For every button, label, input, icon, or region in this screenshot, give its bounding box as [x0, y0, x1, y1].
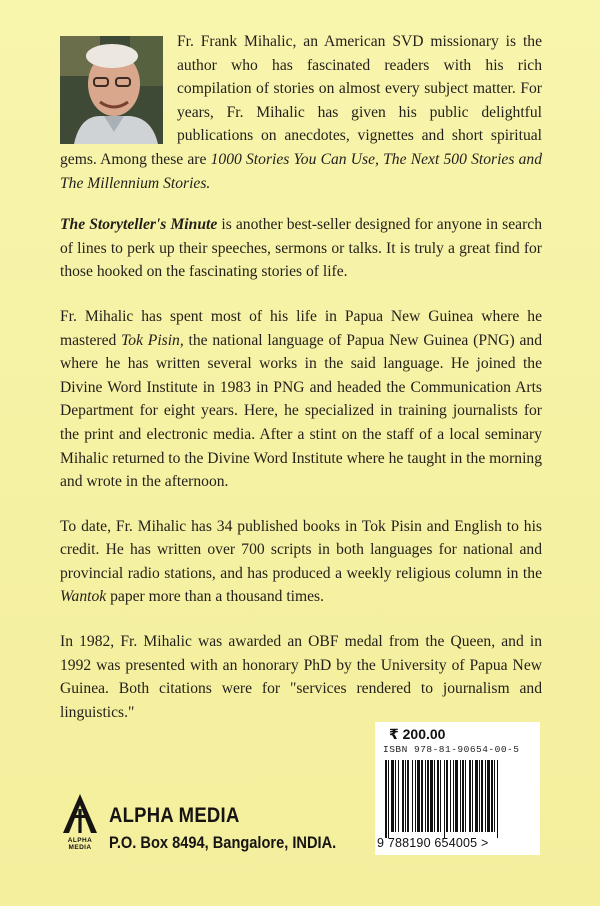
author-bio-paragraph: Fr. Frank Mihalic, an American SVD missionary is the author who has fascinated readers with his rich compilation of stories on almost every subject matter. For years, Fr. Mihalic has given his public delightful publications on anecdotes, vignettes and short spiritual gems. Among these are 1000 Stories You Can Use, The Next 500 Stories and The Millennium Stories.: [60, 33, 542, 192]
barcode-bar: [425, 760, 426, 832]
barcode-bar: [479, 760, 480, 832]
barcode-bar: [407, 760, 409, 832]
barcode-bar: [481, 760, 483, 832]
barcode-bar: [402, 760, 404, 832]
cover-text: [60, 30, 542, 745]
logo-caption: ALPHA MEDIA: [67, 837, 93, 851]
barcode-bar: [497, 760, 498, 838]
barcode-bar: [430, 760, 433, 832]
barcode-bar: [427, 760, 429, 832]
barcode-bar: [475, 760, 478, 832]
barcode-bar: [487, 760, 490, 832]
isbn-label: ISBN 978-81-90654-00-5: [383, 744, 520, 755]
barcode-bar: [440, 760, 441, 832]
barcode-bar: [415, 760, 416, 832]
barcode-bar: [395, 760, 396, 832]
awards-paragraph: In 1982, Fr. Mihalic was awarded an OBF medal from the Queen, and in 1992 was presented with an honorary PhD by the University of Papua New Guinea. Both citations were for "services rendered to journalism and linguistics.": [60, 633, 542, 721]
barcode-bar: [455, 760, 458, 832]
barcode-bar: [434, 760, 435, 832]
barcode-bar: [446, 760, 448, 832]
barcode-bar: [412, 760, 413, 832]
barcode-bar: [453, 760, 454, 832]
author-photo: [60, 36, 163, 144]
barcode-bar: [465, 760, 466, 832]
barcode-bar: [417, 760, 420, 832]
barcode-bar: [444, 760, 445, 838]
barcode-bar: [398, 760, 399, 832]
publisher-address: P.O. Box 8494, Bangalore, INDIA.: [109, 833, 337, 852]
barcode-digits: 9 788190 654005 >: [377, 836, 489, 850]
barcode-bar: [494, 760, 495, 832]
book-titles: 1000 Stories You Can Use, The Next 500 Stories and The Millennium Stories.: [60, 150, 542, 192]
barcode-bar: [450, 760, 451, 832]
barcode-bars: [379, 760, 536, 838]
barcode-bar: [421, 760, 423, 832]
barcode-bar: [491, 760, 493, 832]
barcode-bar: [460, 760, 461, 832]
storyteller-paragraph: The Storyteller's Minute is another best-seller designed for anyone in search of lines to perk up their speeches, sermons or talks. It is truly a great find for those hooked on the fascinating stories of life.: [60, 216, 542, 281]
barcode-bar: [405, 760, 406, 832]
publisher-name: ALPHA MEDIA: [109, 804, 240, 827]
barcode-bar: [469, 760, 471, 832]
barcode-bar: [485, 760, 486, 832]
barcode-bar: [391, 760, 394, 832]
barcode-bar: [437, 760, 439, 832]
barcode-bar: [472, 760, 473, 832]
price-label: ₹ 200.00: [389, 726, 446, 742]
barcode-bar: [385, 760, 387, 838]
png-paragraph: Fr. Mihalic has spent most of his life in Papua New Guinea where he mastered Tok Pisin, the national language of Papua New Guinea (PNG) and where he has written several works in the said language. He joined the Divine Word Institute in 1983 in PNG and headed the Communication Arts Department for eight years. Here, he specialized in training journalists for the print and electronic media. After a stint on the staff of a local seminary Mihalic returned to the Divine Word Institute where he taught in the morning and wrote in the afternoon.: [60, 307, 542, 491]
barcode-bar: [388, 760, 389, 838]
barcode-bar: [462, 760, 464, 832]
barcode-box: [375, 722, 540, 855]
book-title: The Storyteller's Minute: [60, 216, 218, 234]
alpha-media-logo-icon: [60, 793, 100, 837]
publications-paragraph: To date, Fr. Mihalic has 34 published books in Tok Pisin and English to his credit. He has written over 700 scripts in both languages for national and provincial radio stations, and has produced a weekly religious column in the Wantok paper more than a thousand times.: [60, 517, 542, 606]
